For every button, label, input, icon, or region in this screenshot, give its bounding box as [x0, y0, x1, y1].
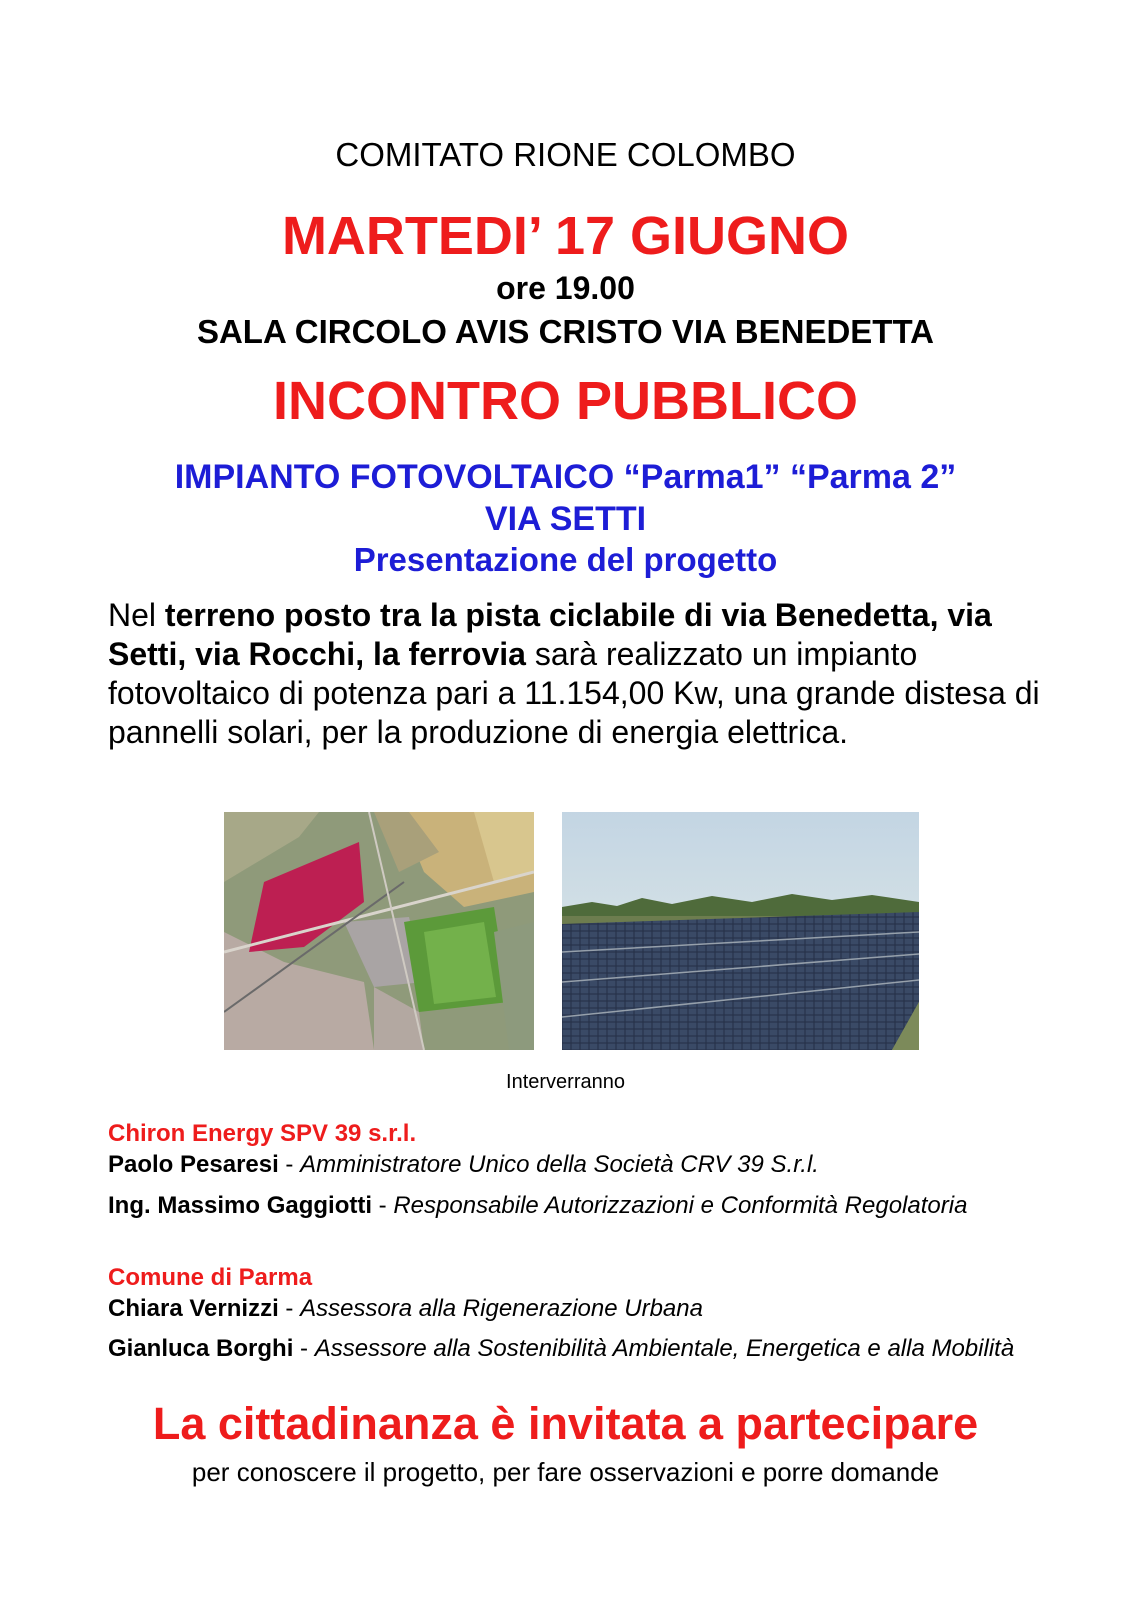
separator: -: [293, 1335, 315, 1362]
speaker-name: Gianluca Borghi: [108, 1335, 294, 1362]
speaker-role: Assessora alla Rigenerazione Urbana: [300, 1295, 703, 1322]
separator: -: [372, 1192, 394, 1219]
event-venue: SALA CIRCOLO AVIS CRISTO VIA BENEDETTA: [196, 313, 935, 350]
speaker-name: Chiara Vernizzi: [108, 1295, 279, 1322]
solar-panels-photo: [562, 812, 919, 1050]
aerial-map-image: [224, 812, 534, 1050]
speaker-role: Assessore alla Sostenibilità Ambientale, Energetica e alla Mobilità: [314, 1335, 1015, 1362]
intro-paragraph: [108, 596, 1048, 752]
speaker-gaggiotti: [108, 1190, 1038, 1221]
speaker-name: Paolo Pesaresi: [108, 1151, 279, 1178]
speakers-label: Interverranno: [506, 1071, 625, 1093]
speaker-borghi: [108, 1333, 1038, 1364]
org-comune-parma: Comune di Parma: [108, 1264, 313, 1291]
closing-subline: per conoscere il progetto, per fare osservazioni e porre domande: [191, 1457, 940, 1487]
intro-location: terreno posto tra la pista ciclabile di via Benedetta, via Setti, via Rocchi, la ferrovia: [108, 597, 992, 672]
project-location: VIA SETTI: [484, 500, 647, 538]
intro-lead: Nel: [108, 597, 165, 633]
event-date: MARTEDI’ 17 GIUGNO: [281, 206, 850, 266]
speaker-vernizzi: [108, 1293, 1038, 1324]
separator: -: [278, 1295, 301, 1322]
separator: -: [278, 1151, 301, 1178]
org-chiron-energy: Chiron Energy SPV 39 s.r.l.: [108, 1120, 417, 1147]
closing-invitation: La cittadinanza è invitata a partecipare: [152, 1398, 979, 1449]
event-time: ore 19.00: [496, 270, 635, 306]
event-headline: INCONTRO PUBBLICO: [273, 371, 858, 431]
project-title: IMPIANTO FOTOVOLTAICO “Parma1” “Parma 2”: [174, 458, 957, 496]
speaker-name: Ing. Massimo Gaggiotti: [108, 1192, 373, 1219]
speaker-role: Responsabile Autorizzazioni e Conformità Regolatoria: [393, 1192, 968, 1219]
intro-rest: sarà realizzato un impianto fotovoltaico di potenza pari a 11.154,00 Kw, una grande distesa di pannelli solari, per la produzione di energia elettrica.: [108, 636, 1040, 750]
project-presentation: Presentazione del progetto: [353, 541, 778, 578]
organizer-name: COMITATO RIONE COLOMBO: [335, 136, 796, 173]
speaker-role: Amministratore Unico della Società CRV 39 S.r.l.: [300, 1151, 819, 1178]
speaker-pesaresi: [108, 1149, 1038, 1180]
